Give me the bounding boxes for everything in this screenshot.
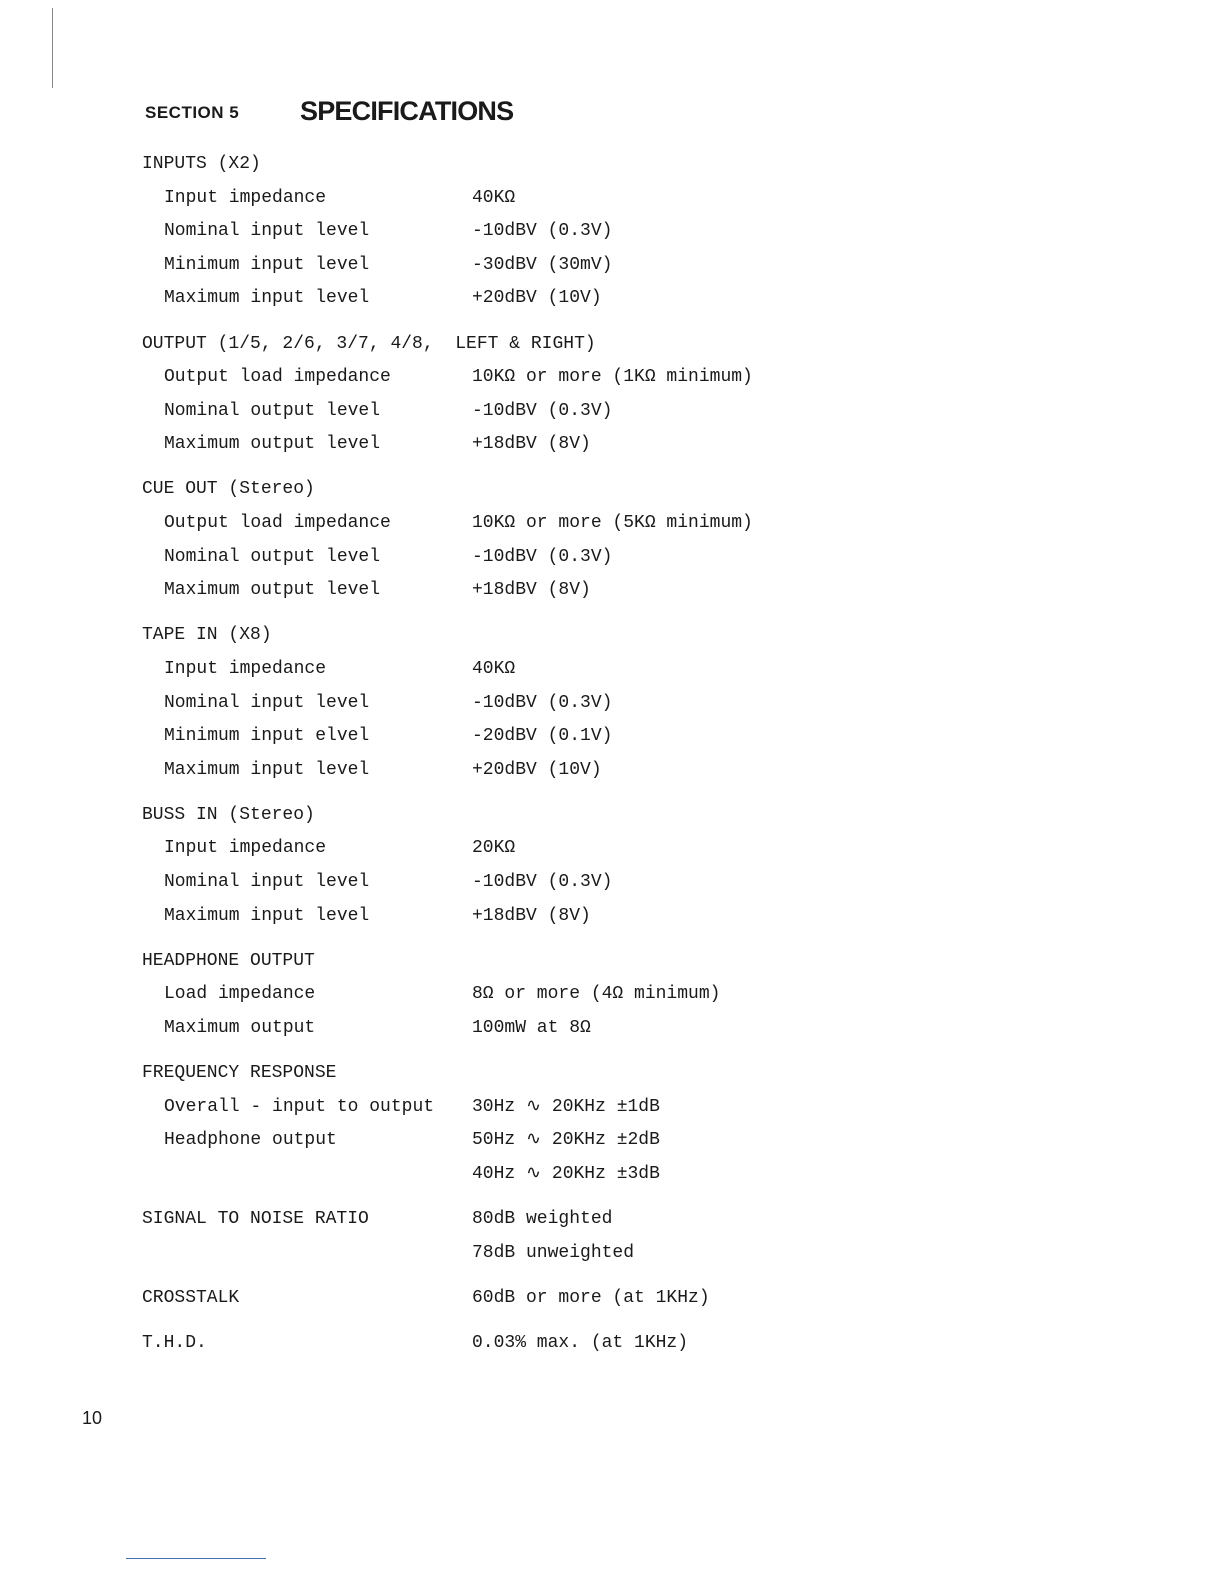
spec-label: Maximum input level xyxy=(164,759,370,780)
spec-section-heading: FREQUENCY RESPONSE xyxy=(142,1063,337,1083)
spec-value: 40KΩ xyxy=(472,658,516,679)
spec-value: 78dB unweighted xyxy=(472,1242,635,1263)
page-title: SPECIFICATIONS xyxy=(300,96,514,126)
spec-value: 50Hz ∿ 20KHz ±2dB xyxy=(472,1130,660,1151)
spec-label: Maximum output level xyxy=(164,580,381,601)
spec-label: Maximum input level xyxy=(164,288,370,309)
binding-mark xyxy=(52,8,53,88)
spec-label: Maximum output xyxy=(164,1017,316,1038)
spec-value: 80dB weighted xyxy=(472,1208,613,1229)
spec-value: 30Hz ∿ 20KHz ±1dB xyxy=(472,1096,660,1117)
spec-value: -10dBV (0.3V) xyxy=(472,221,613,242)
spec-value: +20dBV (10V) xyxy=(472,759,602,780)
page-number: 10 xyxy=(82,1408,103,1428)
spec-label: Minimum input elvel xyxy=(164,726,370,747)
spec-value: 100mW at 8Ω xyxy=(472,1017,591,1038)
spec-value: 10KΩ or more (1KΩ minimum) xyxy=(472,367,753,388)
spec-value: 8Ω or more (4Ω minimum) xyxy=(472,984,721,1005)
spec-value: +18dBV (8V) xyxy=(472,905,591,926)
footer-rule xyxy=(126,1558,266,1559)
spec-value: -20dBV (0.1V) xyxy=(472,726,613,747)
spec-value: -10dBV (0.3V) xyxy=(472,400,613,421)
spec-label: Overall - input to output xyxy=(164,1096,435,1117)
spec-label: Headphone output xyxy=(164,1130,337,1151)
spec-label: Input impedance xyxy=(164,838,327,859)
spec-section-heading: BUSS IN (Stereo) xyxy=(142,804,315,825)
spec-label: Input impedance xyxy=(164,187,327,208)
spec-value: 0.03% max. (at 1KHz) xyxy=(472,1332,689,1353)
spec-label: Nominal input level xyxy=(164,221,370,242)
spec-label: Minimum input level xyxy=(164,254,370,275)
spec-section-heading: HEADPHONE OUTPUT xyxy=(142,950,315,971)
spec-label: Maximum input level xyxy=(164,905,370,926)
spec-section-heading: TAPE IN (X8) xyxy=(142,625,272,646)
spec-value: +18dBV (8V) xyxy=(472,580,591,601)
spec-section-heading: T.H.D. xyxy=(142,1332,207,1353)
spec-value: +20dBV (10V) xyxy=(472,288,602,309)
spec-label: Nominal output level xyxy=(164,546,381,567)
spec-section-heading: CROSSTALK xyxy=(142,1287,240,1308)
spec-value: 10KΩ or more (5KΩ minimum) xyxy=(472,513,753,533)
spec-label: Load impedance xyxy=(164,984,316,1005)
spec-value: 20KΩ xyxy=(472,838,516,859)
spec-label: Nominal input level xyxy=(164,872,370,892)
spec-value: 40KΩ xyxy=(472,187,516,208)
spec-value: -10dBV (0.3V) xyxy=(472,692,613,713)
spec-value: 60dB or more (at 1KHz) xyxy=(472,1287,710,1308)
spec-value: -30dBV (30mV) xyxy=(472,254,613,275)
spec-label: Nominal output level xyxy=(164,400,381,421)
spec-label: Maximum output level xyxy=(164,434,381,455)
spec-label: Input impedance xyxy=(164,658,327,679)
spec-section-heading: OUTPUT (1/5, 2/6, 3/7, 4/8, LEFT & RIGHT) xyxy=(142,333,596,354)
spec-section-heading: CUE OUT (Stereo) xyxy=(142,479,315,500)
spec-label: Output load impedance xyxy=(164,513,391,533)
spec-label: Output load impedance xyxy=(164,367,391,388)
spec-value: -10dBV (0.3V) xyxy=(472,546,613,567)
spec-label: Nominal input level xyxy=(164,692,370,713)
spec-section-heading: SIGNAL TO NOISE RATIO xyxy=(142,1208,369,1229)
spec-value: -10dBV (0.3V) xyxy=(472,872,613,892)
section-label: SECTION 5 xyxy=(145,103,240,122)
spec-value: +18dBV (8V) xyxy=(472,434,591,455)
spec-section-heading: INPUTS (X2) xyxy=(142,154,261,174)
spec-value: 40Hz ∿ 20KHz ±3dB xyxy=(472,1163,660,1184)
